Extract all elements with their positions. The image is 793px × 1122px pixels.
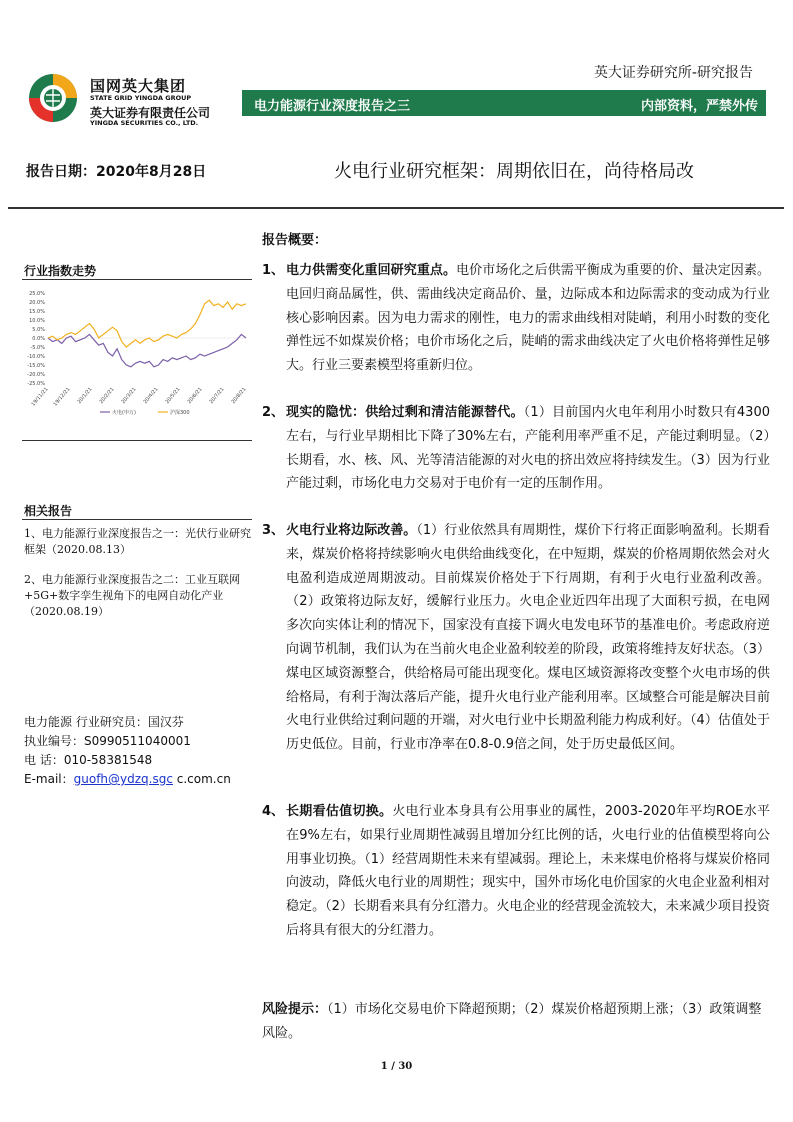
item-number: 4、 bbox=[262, 804, 285, 819]
risk-label: 风险提示： bbox=[262, 1002, 328, 1017]
x-tick-label: 20/5/21 bbox=[164, 386, 182, 406]
chart-title: 行业指数走势 bbox=[24, 264, 97, 278]
risk-note bbox=[262, 998, 770, 1046]
y-tick-label: 0.0% bbox=[32, 336, 45, 342]
x-tick-label: 20/8/21 bbox=[230, 386, 248, 406]
summary-item-1 bbox=[262, 259, 770, 378]
summary-item-2 bbox=[262, 401, 770, 496]
y-tick-label: -20.0% bbox=[27, 372, 45, 378]
globe-logo-icon bbox=[28, 73, 78, 123]
report-title: 火电行业研究框架：周期依旧在，尚待格局改 bbox=[334, 161, 694, 182]
chart-title-underline bbox=[22, 279, 252, 280]
x-tick-label: 19/12/21 bbox=[52, 386, 72, 408]
analyst-phone: 电 话：010-58381548 bbox=[24, 753, 153, 767]
related-report-1[interactable]: 1、电力能源行业深度报告之一：光伏行业研究框架（2020.08.13） bbox=[24, 527, 251, 556]
item-body: 电价市场化之后供需平衡成为重要的价、量决定因素。电回归商品属性，供、需曲线决定商品价、量，边际成本和边际需求的变动成为行业核心影响因素。因为电力需求的刚性，电力的需求曲线相对陡峭，利用小时数的变化弹性远不如煤炭价格；电价市场化之后，陡峭的需求曲线决定了火电价格将弹性足够大。行业三要素模型将重新归位。 bbox=[286, 263, 770, 374]
y-tick-label: -5.0% bbox=[30, 345, 45, 351]
x-tick-label: 20/3/21 bbox=[120, 386, 138, 406]
item-number: 2、 bbox=[262, 405, 285, 420]
analyst-email-row bbox=[24, 770, 231, 789]
series-bar bbox=[242, 90, 766, 116]
industry-trend-chart bbox=[22, 283, 252, 423]
y-tick-label: -15.0% bbox=[27, 363, 45, 369]
logo-cn-text: 国网英大集团 bbox=[90, 77, 187, 95]
report-date: 报告日期：2020年8月28日 bbox=[26, 164, 207, 180]
item-number: 3、 bbox=[262, 523, 285, 538]
page-number: 1 / 30 bbox=[380, 1061, 413, 1072]
company-cn-text: 英大证券有限责任公司 bbox=[90, 106, 211, 120]
y-tick-label: 25.0% bbox=[29, 291, 45, 297]
analyst-license: 执业编号：S0990511040001 bbox=[24, 734, 191, 748]
item-number: 1、 bbox=[262, 263, 285, 278]
logo-en-text: STATE GRID YINGDA GROUP bbox=[90, 94, 192, 102]
x-tick-label: 20/2/21 bbox=[98, 386, 116, 406]
item-heading: 现实的隐忧：供给过剩和清洁能源替代。 bbox=[286, 405, 524, 420]
company-en-text: YINGDA SECURITIES CO., LTD. bbox=[90, 119, 199, 127]
chart-bottom-line bbox=[22, 440, 252, 441]
email-suffix: c.com.cn bbox=[176, 772, 231, 786]
item-body: 火电行业本身具有公用事业的属性，2003-2020年平均ROE水平在9%左右，如果行业周期性减弱且增加分红比例的话，火电行业的估值模型将向公用事业切换。（1）经营周期性未来有望减弱。理论上，未来煤电价格将与煤炭价格同向波动，降低火电行业的周期性；现实中，国外市场化电价国家的火电企业盈利相对稳定。（2）长期看来具有分红潜力。火电企业的经营现金流较大，未来减少项目投资后将具有很大的分红潜力。 bbox=[286, 804, 770, 938]
related-underline bbox=[22, 519, 252, 520]
y-tick-label: -10.0% bbox=[27, 354, 45, 360]
summary-item-4 bbox=[262, 800, 770, 943]
email-link[interactable]: guofh@ydzq.sgc bbox=[73, 772, 173, 786]
y-tick-label: 10.0% bbox=[29, 318, 45, 324]
legend-label: 火电(申万) bbox=[112, 410, 136, 416]
series-line-csi300 bbox=[48, 300, 246, 347]
related-title: 相关报告 bbox=[24, 504, 73, 518]
header-divider bbox=[8, 207, 784, 209]
item-heading: 火电行业将边际改善。 bbox=[286, 523, 417, 538]
item-heading: 长期看估值切换。 bbox=[286, 804, 393, 819]
y-tick-label: 5.0% bbox=[32, 327, 45, 333]
x-tick-label: 20/7/21 bbox=[208, 386, 226, 406]
y-tick-label: 15.0% bbox=[29, 309, 45, 315]
x-tick-label: 20/1/21 bbox=[76, 386, 94, 406]
y-tick-label: 20.0% bbox=[29, 300, 45, 306]
item-heading: 电力供需变化重回研究重点。 bbox=[286, 263, 457, 278]
legend-label: 沪深300 bbox=[170, 410, 190, 416]
x-tick-label: 20/4/21 bbox=[142, 386, 160, 406]
summary-heading: 报告概要： bbox=[262, 233, 328, 248]
company-logo bbox=[28, 73, 258, 133]
series-title: 电力能源行业深度报告之三 bbox=[254, 99, 411, 114]
confidential-note: 内部资料，严禁外传 bbox=[640, 99, 758, 114]
x-tick-label: 19/11/21 bbox=[30, 386, 50, 408]
item-body: （1）行业依然具有周期性，煤价下行将正面影响盈利。长期看来，煤炭价格将持续影响火电供给曲线变化，在中短期，煤炭的价格周期依然会对火电盈利造成逆周期波动。目前煤炭价格处于下行周期，有利于火电行业盈利改善。（2）政策将边际友好，缓解行业压力。火电企业近四年出现了大面积亏损，在电网多次向实体让利的情况下，国家没有直接下调火电发电环节的基准电价。考虑政府逆向调节机制，我们认为在当前火电企业盈利较差的阶段，政策将维持友好状态。（3）煤电区域资源整合，供给格局可能出现变化。煤电区域资源将改变整个火电市场的供给格局，有利于淘汰落后产能，提升火电行业产能利用率。区域整合可能是解决目前火电行业供给过剩问题的开端，对火电行业中长期盈利能力构成利好。（4）估值处于历史低位。目前，行业市净率在0.8-0.9倍之间，处于历史最低区间。 bbox=[286, 523, 770, 753]
email-label: E-mail： bbox=[24, 772, 74, 786]
analyst-name: 电力能源 行业研究员：国汉芬 bbox=[24, 715, 184, 729]
risk-text: （1）市场化交易电价下降超预期；（2）煤炭价格超预期上涨；（3）政策调整风险。 bbox=[262, 1002, 762, 1041]
item-body: （1）目前国内火电年利用小时数只有4300左右，与行业早期相比下降了30%左右，产能利用率严重不足，产能过剩明显。（2）长期看，水、核、风、光等清洁能源的对火电的挤出效应将持续发生。（3）因为行业产能过剩，市场化电力交易对于电价有一定的压制作用。 bbox=[286, 405, 770, 492]
summary-item-3 bbox=[262, 519, 770, 757]
x-tick-label: 20/6/21 bbox=[186, 386, 204, 406]
related-report-2[interactable]: 2、电力能源行业深度报告之二：工业互联网+5G+数字孪生视角下的电网自动化产业（2020.08.19） bbox=[24, 573, 240, 618]
y-tick-label: -25.0% bbox=[27, 381, 45, 387]
org-line: 英大证券研究所-研究报告 bbox=[593, 65, 753, 81]
